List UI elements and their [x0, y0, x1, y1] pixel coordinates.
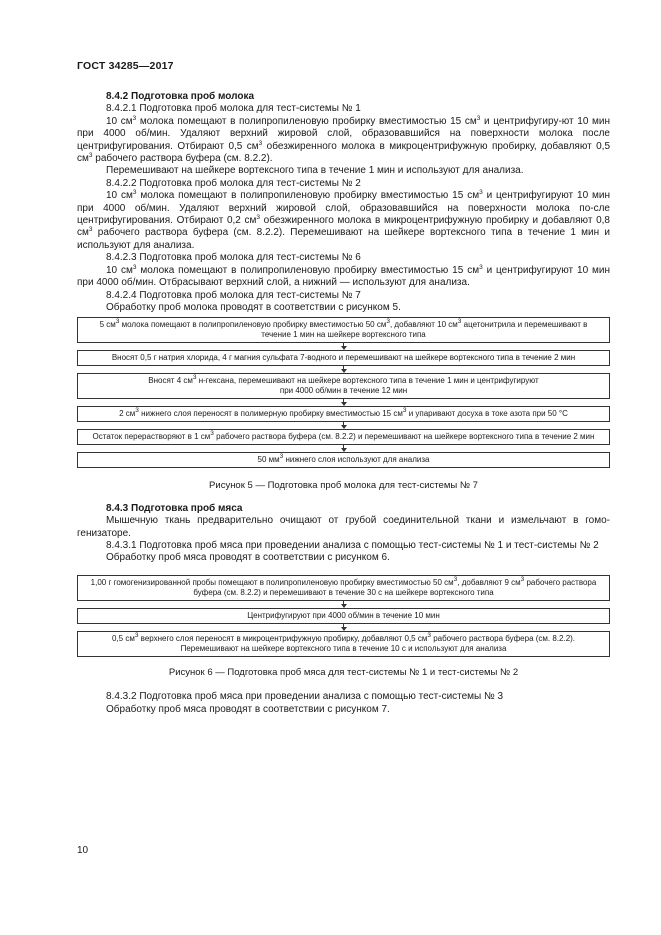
section-heading-8-4-3: 8.4.3 Подготовка проб мяса	[106, 502, 243, 514]
figure-5-flowchart	[77, 317, 610, 468]
flow-step: 1,00 г гомогенизированной пробы помещают в полипропиленовую пробирку вместимостью 50 $см^3$, добавляют 9 $см^3$ рабочего раствора буфера (см. 8.2.2) и перемешивают в течение 30 с на шейкере вортексного типа	[77, 575, 610, 601]
arrow-down-icon	[339, 601, 349, 608]
flow-step: Вносят 0,5 г натрия хлорида, 4 г магния сульфата 7-водного и перемешивают на шейкере вортексного типа в течение 2 мин	[77, 350, 610, 366]
flow-step: 2 $см^3$ нижнего слоя переносят в полимерную пробирку вместимостью 15 $см^3$ и упаривают досуха в токе азота при 50 °С	[77, 406, 610, 422]
flow-step: 0,5 $см^3$ верхнего слоя переносят в микроцентрифужную пробирку, добавляют 0,5 $см^3$ рабочего раствора буфера (см. 8.2.2). Перемешивают на шейкере вортексного типа в течение 10 с и используют для анализа	[77, 631, 610, 657]
paragraph: 8.4.2.1 Подготовка проб молока для тест-системы № 1	[106, 103, 361, 115]
arrow-down-icon	[339, 422, 349, 429]
document-header: ГОСТ 34285—2017	[77, 60, 174, 72]
arrow-down-icon	[339, 624, 349, 631]
paragraph: 8.4.3.2 Подготовка проб мяса при проведении анализа с помощью тест-системы № 3	[106, 691, 504, 703]
flow-step: 5 $см^3$ молока помещают в полипропиленовую пробирку вместимостью 50 $см^3$, добавляют 10 $см^3$ ацетонитрила и перемешивают в течение 1 мин на шейкере вортексного типа	[77, 317, 610, 343]
paragraph: 8.4.2.4 Подготовка проб молока для тест-системы № 7	[106, 289, 361, 301]
paragraph: 10 $см^3$ молока помещают в полипропиленовую пробирку вместимостью 15 $см^3$ и центрифугиру-ют 10 мин при 4000 об/мин. Удаляют верхний жировой слой, образовавшийся на поверхности молока после центрифугирования. Отбирают 0,5 $см^3$ обезжиренного молока в микроцентрифужную пробирку, добавляют 0,5 $см^3$ рабочего раствора буфера (см. 8.2.2).	[77, 114, 611, 165]
paragraph: Обработку проб молока проводят в соответствии с рисунком 5.	[106, 301, 401, 313]
arrow-down-icon	[339, 399, 349, 406]
paragraph: 8.4.2.3 Подготовка проб молока для тест-системы № 6	[106, 252, 361, 264]
flow-step: 50 $мм^3$ нижнего слоя используют для анализа	[77, 452, 610, 468]
paragraph: 8.4.3.1 Подготовка проб мяса при проведении анализа с помощью тест-системы № 1 и тест-системы № 2	[106, 539, 599, 551]
arrow-down-icon	[339, 343, 349, 350]
paragraph: 8.4.2.2 Подготовка проб молока для тест-системы № 2	[106, 177, 361, 189]
figure-6-caption: Рисунок 6 — Подготовка проб мяса для тест-системы № 1 и тест-системы № 2	[168, 666, 519, 678]
section-heading-8-4-2: 8.4.2 Подготовка проб молока	[106, 91, 255, 102]
arrow-down-icon	[339, 445, 349, 452]
flow-step: Центрифугируют при 4000 об/мин в течение 10 мин	[77, 608, 610, 624]
paragraph: Перемешивают на шейкере вортексного типа в течение 1 мин и используют для анализа.	[106, 165, 524, 177]
paragraph: Обработку проб мяса проводят в соответствии с рисунком 6.	[106, 552, 390, 564]
page-number: 10	[77, 845, 89, 856]
paragraph: 10 $см^3$ молока помещают в полипропиленовую пробирку вместимостью 15 $см^3$ и центрифугируют 10 мин при 4000 об/мин. Удаляют верхний жировой слой, образовавшийся на поверхности молока по-сле центрифугирования. Отбирают 0,2 $см^3$ обезжиренного молока в микроцентрифужную пробирку и добавляют 0,8 $см^3$ рабочего раствора буфера (см. 8.2.2). Перемешивают на шейкере вортексного типа в течение 1 мин и используют для анализа.	[77, 189, 611, 251]
paragraph: 10 $см^3$ молока помещают в полипропиленовую пробирку вместимостью 15 $см^3$ и центрифугируют 10 мин при 4000 об/мин. Отбрасывают верхний слой, а нижний — используют для анализа.	[77, 263, 611, 289]
figure-6-flowchart	[77, 575, 610, 657]
flow-step: Вносят 4 $см^3$ н-гексана, перемешивают на шейкере вортексного типа в течение 1 мин и центрифугируют при 4000 об/мин в течение 12 мин	[77, 373, 610, 399]
arrow-down-icon	[339, 366, 349, 373]
flow-step: Остаток перерастворяют в 1 $см^3$ рабочего раствора буфера (см. 8.2.2) и перемешивают на шейкере вортексного типа в течение 2 мин	[77, 429, 610, 445]
paragraph: Обработку проб мяса проводят в соответствии с рисунком 7.	[106, 703, 390, 715]
figure-5-caption: Рисунок 5 — Подготовка проб молока для тест-системы № 7	[209, 480, 478, 492]
paragraph: Мышечную ткань предварительно очищают от грубой соединительной ткани и измельчают в гомо-генизаторе.	[77, 515, 610, 539]
page-content	[77, 91, 610, 716]
